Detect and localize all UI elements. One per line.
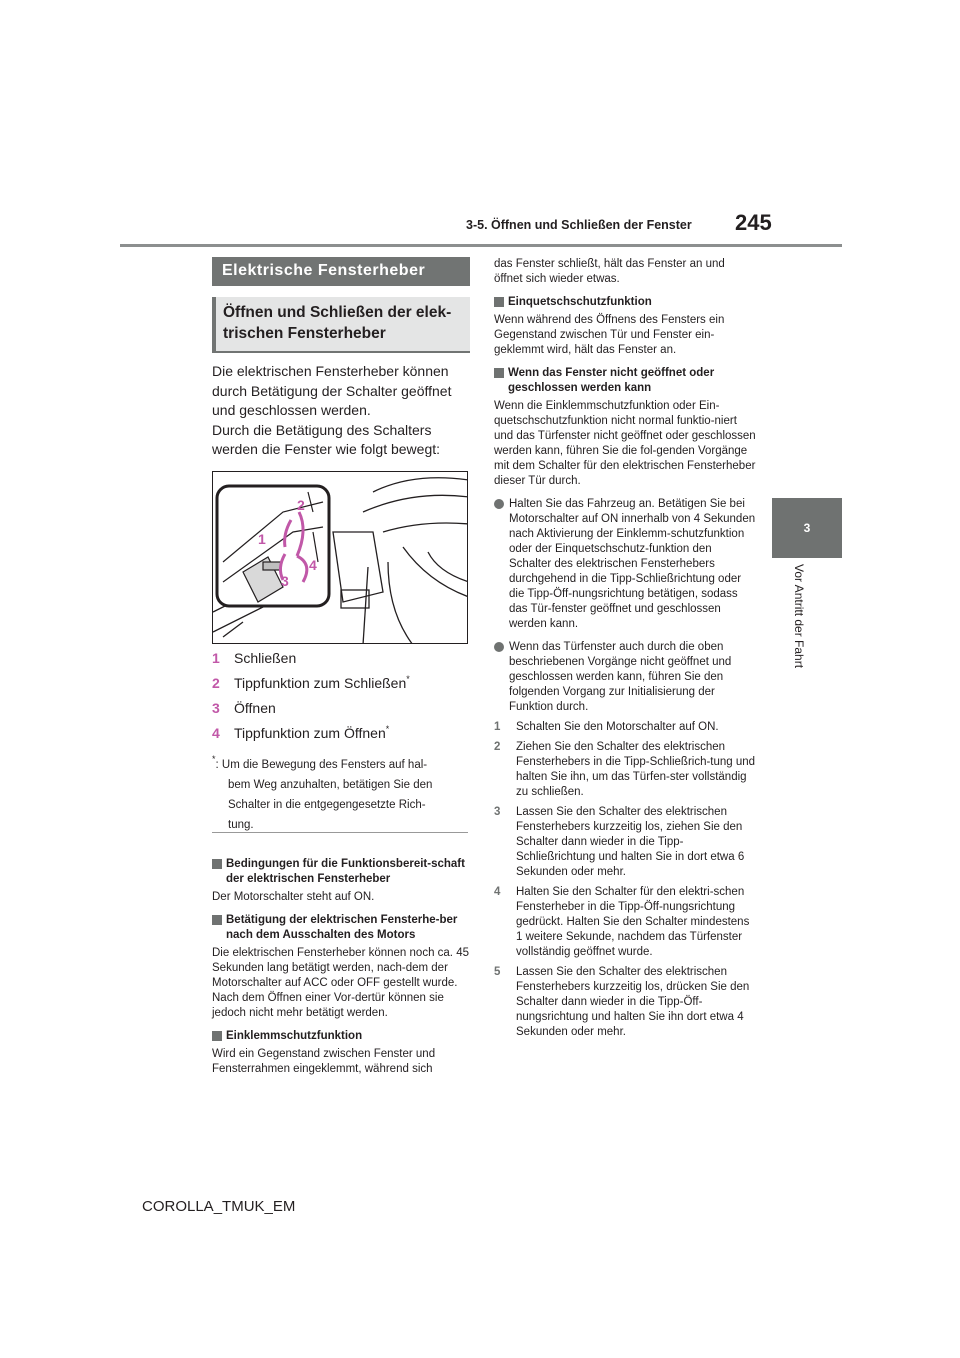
legend-item: 4 Tippfunktion zum Öffnen * — [212, 724, 390, 741]
note-heading: Einklemmschutzfunktion — [212, 1029, 474, 1044]
chapter-label: Vor Antritt der Fahrt — [792, 564, 806, 669]
intro-paragraph — [212, 362, 474, 460]
window-switch-illustration — [212, 471, 468, 644]
left-column-notes — [212, 857, 474, 1077]
footnote: *: Um die Bewegung des Fensters auf hal- bem Weg anzuhalten, betätigen Sie den Schalter in die entgegengesetzte Rich- tung. — [212, 754, 433, 831]
note-heading: Einquetschschutzfunktion — [494, 295, 756, 310]
legend-item: 1 Schließen — [212, 650, 297, 666]
header-rule — [120, 244, 842, 247]
page-number: 245 — [735, 210, 772, 235]
step-item: 2 Ziehen Sie den Schalter des elektrischen Fensterhebers in die Tipp-Schließrich-tung und halten Sie ihn, um das Türfen-ster vollständig zu schließen. — [494, 741, 756, 798]
callout-1: 1 — [258, 531, 266, 547]
callout-2: 2 — [297, 497, 305, 513]
note-text: das Fenster schließt, hält das Fenster an und öffnet sich wieder etwas. — [494, 258, 725, 285]
note-text: Wird ein Gegenstand zwischen Fenster und Fensterrahmen eingeklemmt, während sich — [212, 1048, 436, 1075]
legend-item: 3 Öffnen — [212, 700, 276, 716]
model-code: COROLLA_TMUK_EM — [142, 1198, 296, 1215]
callout-3: 3 — [281, 573, 289, 589]
legend-item: 2 Tippfunktion zum Schließen * — [212, 674, 410, 691]
subsection-title-line: Öffnen und Schließen der elek- — [223, 304, 452, 321]
note-text: Die elektrischen Fensterheber können noch ca. 45 Sekunden lang betätigt werden, nach-dem der Motorschalter auf ACC oder OFF gestellt wurde. Nach dem Öffnen einer Vor-dertür können sie jedoch nicht mehr betätigt werden. — [212, 947, 469, 1019]
subsection-title-line: trischen Fensterheber — [223, 325, 386, 342]
step-item: 4 Halten Sie den Schalter für den elektri-schen Fensterheber in die Tipp-Öff-nungsrichtung gedrückt. Halten Sie den Schalter mindestens 1 weitere Sekunde, nachdem das Türfenster vollständig geöffnet wurde. — [494, 886, 750, 958]
divider — [212, 832, 468, 833]
intro-line: werden die Fenster wie folgt bewegt: — [212, 441, 441, 457]
step-item: 1 Schalten Sie den Motorschalter auf ON. — [494, 721, 719, 733]
intro-line: Die elektrischen Fensterheber können — [212, 363, 449, 379]
subsection-title — [212, 297, 470, 353]
figure-legend — [212, 650, 474, 750]
switch-drawing — [213, 472, 468, 644]
chapter-tab: 3 — [772, 498, 842, 558]
intro-line: Durch die Betätigung des Schalters — [212, 421, 432, 438]
bullet-item: Wenn das Türfenster auch durch die oben beschriebenen Vorgänge nicht geöffnet und geschlossen werden kann, führen Sie den folgenden Vorgang zur Initialisierung der Funktion durch. — [494, 640, 756, 715]
note-heading: Bedingungen für die Funktionsbereit-schaft der elektrischen Fensterheber — [212, 857, 474, 887]
running-header-section: 3-5. Öffnen und Schließen der Fenster — [466, 218, 692, 232]
intro-line: und geschlossen werden. — [212, 402, 371, 418]
intro-line: durch Betätigung der Schalter geöffnet — [212, 382, 452, 399]
note-text: Der Motorschalter steht auf ON. — [212, 891, 375, 903]
note-heading: Betätigung der elektrischen Fensterhe-ber nach dem Ausschalten des Motors — [212, 913, 474, 943]
section-title: Elektrische Fensterheber — [212, 257, 470, 286]
right-column-notes — [494, 257, 756, 1040]
callout-4: 4 — [309, 557, 317, 573]
step-item: 3 Lassen Sie den Schalter des elektrischen Fensterhebers kurzzeitig los, ziehen Sie den Schalter dann wieder in die Tipp-Schließrichtung und halten Sie in dort etwa 6 Sekunden oder mehr. — [494, 806, 745, 878]
note-heading: Wenn das Fenster nicht geöffnet oder geschlossen werden kann — [494, 366, 756, 396]
note-text: Wenn während des Öffnens des Fensters ein Gegenstand zwischen Tür und Fenster ein-geklemmt wird, hält das Fenster an. — [494, 314, 725, 356]
step-item: 5 Lassen Sie den Schalter des elektrischen Fensterhebers kurzzeitig los, drücken Sie den Schalter dann wieder in die Tipp-Öff-nungsrichtung und halten Sie ihn dort etwa 4 Sekunden oder mehr. — [494, 966, 750, 1038]
bullet-item: Halten Sie das Fahrzeug an. Betätigen Sie bei Motorschalter auf ON innerhalb von 4 Sekunden nach Aktivierung der Einklemm-schutzfunktion oder der Einquetschschutz-funktion den Schalter des elektrischen Fensterhebers durchgehend in die Tipp-Schließrichtung oder die Tipp-Öff-nungsrichtung betätigen, sodass das Tür-fenster geöffnet und geschlossen werden kann. — [494, 497, 756, 632]
note-text: Wenn die Einklemmschutzfunktion oder Ein-quetschschutzfunktion nicht normal funktio-niert und das Türfenster nicht geöffnet oder geschlossen werden kann, führen Sie die fol-genden Vorgänge mit dem Schalter für den elektrischen Fensterheber dieser Tür durch. — [494, 400, 756, 487]
